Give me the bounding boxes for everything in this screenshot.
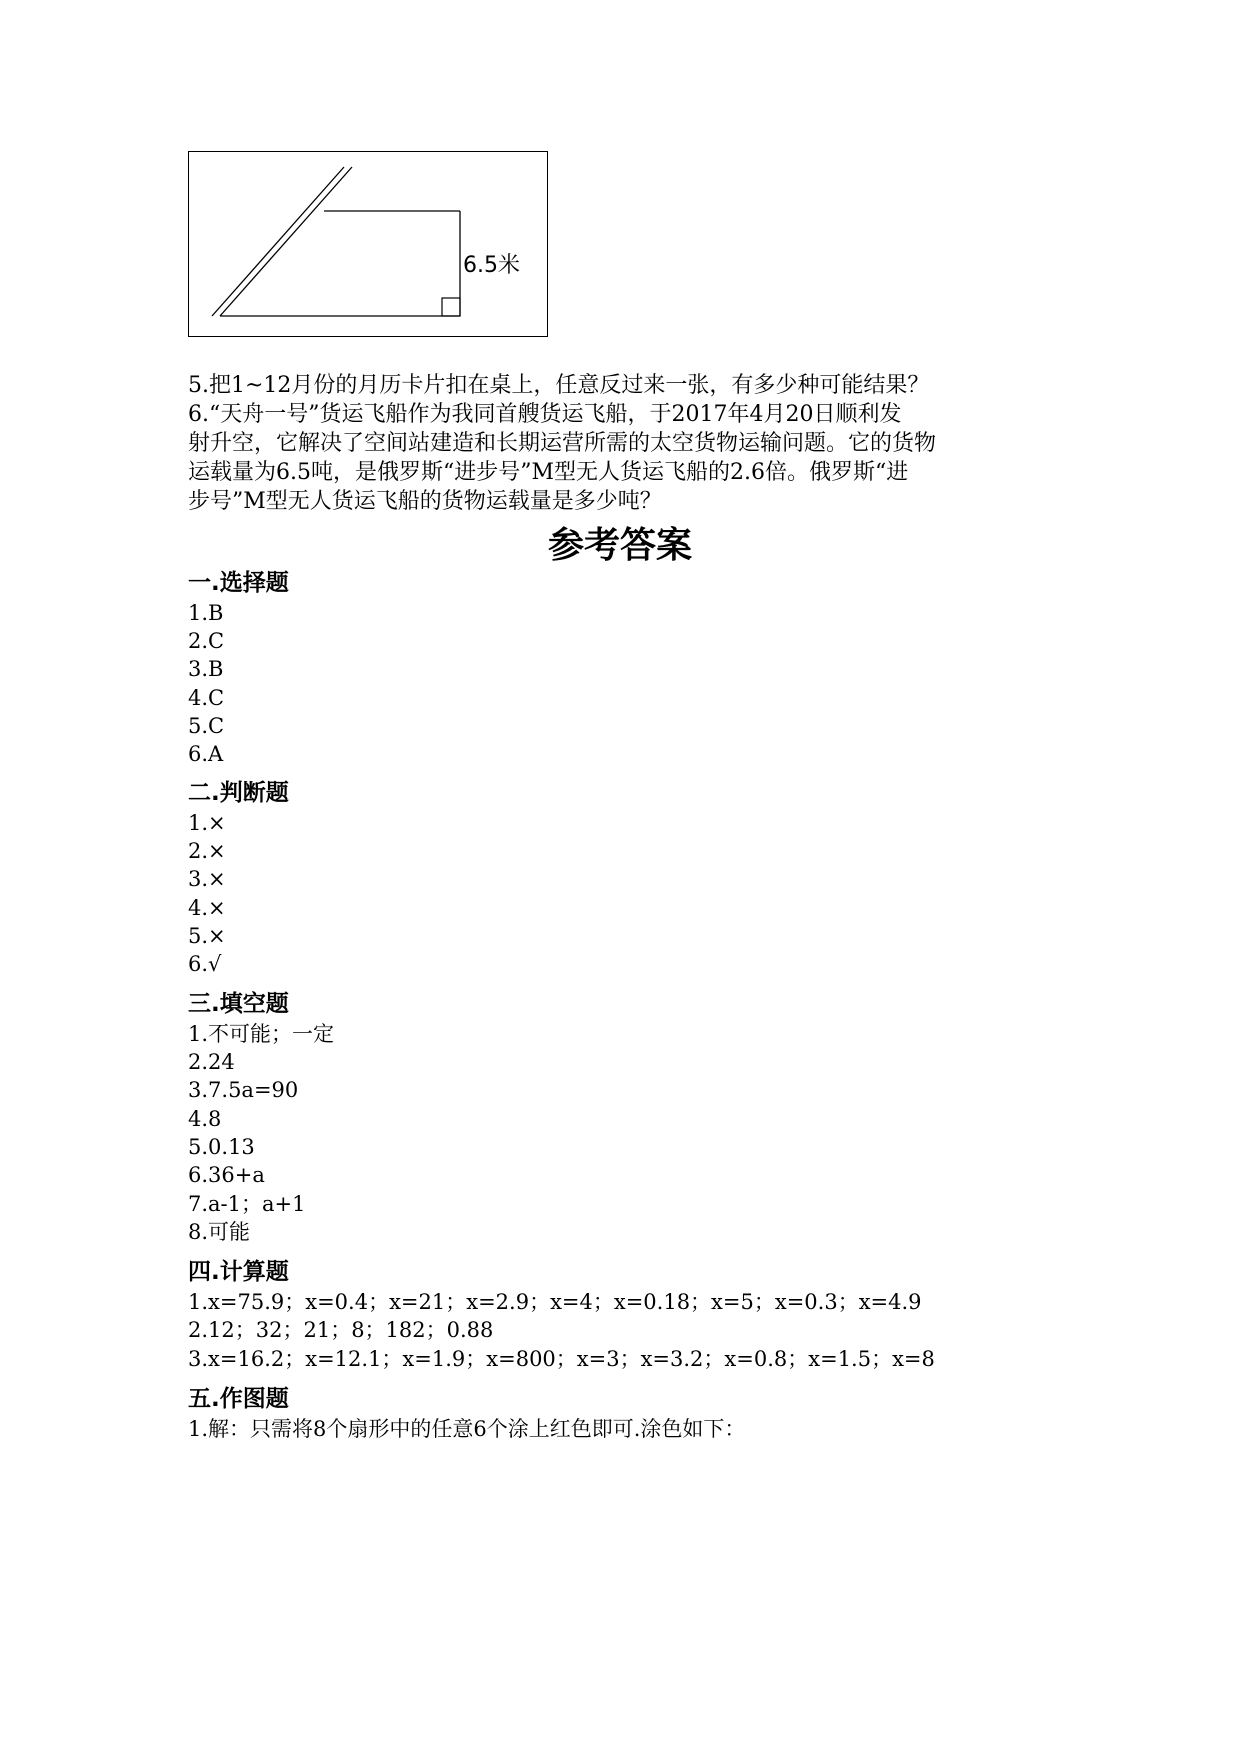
height-label: 6.5米 (463, 253, 520, 278)
question-6-line-3: 运载量为6.5吨，是俄罗斯“进步号”M型无人货运飞船的2.6倍。俄罗斯“进 (188, 460, 909, 485)
slanted-line-outer (212, 167, 344, 316)
section-title-choice: 一.选择题 (188, 570, 289, 596)
answer-line: 1.不可能；一定 (188, 1022, 335, 1046)
answer-line: 3.7.5a=90 (188, 1078, 299, 1102)
question-6-line-4: 步号”M型无人货运飞船的货物运载量是多少吨？ (188, 489, 662, 514)
answer-line: 3.B (188, 657, 224, 681)
answer-line: 1.× (188, 811, 226, 835)
answer-line: 3.x=16.2；x=12.1；x=1.9；x=800；x=3；x=3.2；x=0.8；x=1.5；x=8 (188, 1347, 935, 1371)
answer-line: 5.C (188, 714, 225, 738)
answer-line: 4.× (188, 896, 226, 920)
answer-line: 6.A (188, 742, 224, 766)
answer-line: 2.24 (188, 1050, 235, 1074)
trapezoid-figure (188, 151, 548, 337)
answer-line: 4.8 (188, 1107, 222, 1131)
slanted-line-inner (220, 167, 352, 316)
section-title-drawing: 五.作图题 (188, 1386, 289, 1412)
answer-line: 5.× (188, 924, 226, 948)
question-6-line-2: 射升空，它解决了空间站建造和长期运营所需的太空货物运输问题。它的货物 (188, 431, 937, 456)
answer-line: 6.36+a (188, 1163, 265, 1187)
answer-line: 3.× (188, 867, 226, 891)
answer-line: 6.√ (188, 952, 222, 976)
answer-line: 4.C (188, 686, 225, 710)
question-5: 5.把1~12月份的月历卡片扣在桌上，任意反过来一张，有多少种可能结果？ (188, 373, 930, 398)
answer-line: 1.解：只需将8个扇形中的任意6个涂上红色即可.涂色如下： (188, 1417, 746, 1441)
trapezoid-diagram (189, 152, 549, 338)
answer-line: 1.B (188, 601, 224, 625)
answer-line: 5.0.13 (188, 1135, 255, 1159)
question-6-line-1: 6.“天舟一号”货运飞船作为我同首艘货运飞船，于2017年4月20日顺利发 (188, 402, 902, 427)
answer-line: 2.C (188, 629, 225, 653)
answer-line: 7.a-1；a+1 (188, 1192, 306, 1216)
section-title-judgement: 二.判断题 (188, 780, 289, 806)
section-title-calculation: 四.计算题 (188, 1259, 289, 1285)
answer-line: 2.× (188, 839, 226, 863)
answer-line: 8.可能 (188, 1220, 251, 1244)
right-angle-mark (442, 298, 460, 316)
answer-line: 1.x=75.9；x=0.4；x=21；x=2.9；x=4；x=0.18；x=5；x=0.3；x=4.9 (188, 1290, 922, 1314)
answer-line: 2.12；32；21；8；182；0.88 (188, 1318, 494, 1342)
section-title-fill-in: 三.填空题 (188, 991, 289, 1017)
answer-title: 参考答案 (547, 525, 692, 566)
